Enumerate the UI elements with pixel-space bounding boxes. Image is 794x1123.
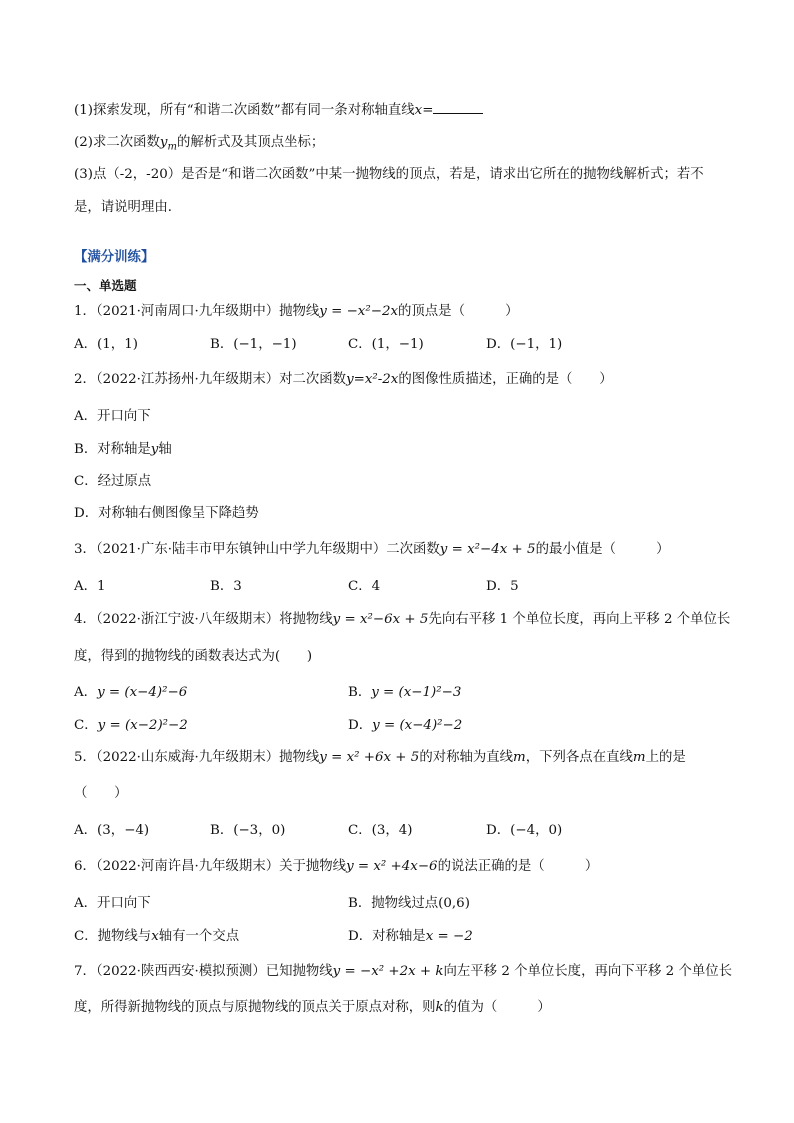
q1-stem-end: 的顶点是（ ） bbox=[398, 304, 519, 319]
q6-math: y = x² +4x−6 bbox=[346, 859, 438, 874]
q7-line2-a: 度，所得新抛物线的顶点与原抛物线的顶点关于原点对称，则 bbox=[74, 1000, 436, 1015]
question-3 bbox=[74, 540, 734, 560]
q4-stem-line2: 度，得到的抛物线的函数表达式为( ) bbox=[74, 649, 313, 664]
question-2 bbox=[74, 370, 734, 390]
q5-stem-c: ，下列各点在直线 bbox=[525, 750, 633, 765]
q3-option-d[interactable]: D．5 bbox=[486, 579, 519, 594]
intro-q2-var: y bbox=[159, 135, 168, 150]
intro-q3-line2: 是，请说明理由． bbox=[74, 200, 182, 215]
q7-math: y = −x² +2x + k bbox=[332, 964, 444, 979]
q7-stem-end: 向左平移 2 个单位长度，再向下平移 2 个单位长 bbox=[443, 964, 733, 979]
q4-option-b[interactable] bbox=[348, 683, 461, 703]
q4-option-c-math: y = (x−2)²−2 bbox=[97, 718, 188, 733]
intro-q2 bbox=[74, 133, 734, 158]
q7-stem-line2 bbox=[74, 998, 734, 1018]
question-1 bbox=[74, 302, 734, 322]
intro-q1 bbox=[74, 101, 734, 121]
q3-option-a[interactable]: A．1 bbox=[74, 579, 106, 594]
intro-q2-text-b: 的解析式及其顶点坐标； bbox=[176, 135, 325, 150]
q2-option-d[interactable]: D．对称轴右侧图像呈下降趋势 bbox=[74, 506, 259, 521]
intro-q2-sub: m bbox=[167, 141, 177, 153]
q6-option-c-tail: 轴有一个交点 bbox=[158, 929, 240, 944]
q1-option-a[interactable]: A．(1，1) bbox=[74, 337, 138, 352]
q5-stem-b: 的对称轴为直线 bbox=[419, 750, 514, 765]
question-4 bbox=[74, 610, 734, 630]
q4-option-a[interactable] bbox=[74, 683, 187, 703]
q4-option-c-label: C． bbox=[74, 718, 98, 733]
q4-option-a-label: A． bbox=[74, 685, 98, 700]
intro-q1-var: x= bbox=[414, 103, 434, 118]
q4-stem: 4．（2022·浙江宁波·八年级期末）将抛物线 bbox=[74, 612, 333, 627]
q1-stem: 1．（2021·河南周口·九年级期中）抛物线 bbox=[74, 304, 320, 319]
q6-option-c[interactable] bbox=[74, 927, 239, 947]
q6-option-d-math: x = −2 bbox=[425, 929, 473, 944]
q3-math: y = x²−4x + 5 bbox=[439, 542, 536, 557]
q2-option-b[interactable] bbox=[74, 440, 734, 460]
answer-blank[interactable] bbox=[433, 101, 483, 114]
q2-stem-end: 的图像性质描述，正确的是（ ） bbox=[398, 372, 613, 387]
q3-stem: 3．（2021·广东·陆丰市甲东镇钟山中学九年级期中）二次函数 bbox=[74, 542, 440, 557]
q5-math: y = x² +6x + 5 bbox=[319, 750, 420, 765]
q6-stem-end: 的说法正确的是（ ） bbox=[437, 859, 599, 874]
q4-option-d-label: D． bbox=[348, 718, 373, 733]
intro-q3-line1: (3)点（-2，-20）是否是“和谐二次函数”中某一抛物线的顶点，若是，请求出它所在的抛物线解析式；若不 bbox=[74, 167, 704, 182]
q6-option-b[interactable]: B．抛物线过点(0,6) bbox=[348, 896, 470, 911]
q5-stem: 5．（2022·山东威海·九年级期末）抛物线 bbox=[74, 750, 320, 765]
q2-option-a[interactable]: A．开口向下 bbox=[74, 409, 151, 424]
q4-option-b-math: y = (x−1)²−3 bbox=[371, 685, 462, 700]
q5-stem-d: 上的是 bbox=[645, 750, 686, 765]
q5-option-d[interactable]: D．(−4，0) bbox=[486, 823, 563, 838]
q3-option-b[interactable]: B．3 bbox=[210, 579, 242, 594]
q1-option-d[interactable]: D．(−1，1) bbox=[486, 337, 563, 352]
q1-option-b[interactable]: B．(−1，−1) bbox=[210, 337, 297, 352]
q6-option-c-var: x bbox=[151, 929, 159, 944]
q2-math: y=x²-2x bbox=[346, 372, 399, 387]
q5-var-m2: m bbox=[632, 750, 646, 765]
q4-math: y = x²−6x + 5 bbox=[332, 612, 429, 627]
q5-option-a[interactable]: A．(3，−4) bbox=[74, 823, 150, 838]
q3-option-c[interactable]: C．4 bbox=[348, 579, 381, 594]
question-7 bbox=[74, 962, 734, 982]
q5-option-c[interactable]: C．(3，4) bbox=[348, 823, 413, 838]
q4-option-c[interactable] bbox=[74, 716, 188, 736]
q6-stem: 6．（2022·河南许昌·九年级期末）关于抛物线 bbox=[74, 859, 347, 874]
q5-stem-line2: （ ） bbox=[74, 786, 128, 801]
q4-option-d[interactable] bbox=[348, 716, 462, 736]
section-title: 【满分训练】 bbox=[74, 250, 155, 265]
q4-option-d-math: y = (x−4)²−2 bbox=[372, 718, 463, 733]
q7-stem: 7．（2022·陕西西安·模拟预测）已知抛物线 bbox=[74, 964, 333, 979]
q1-option-c[interactable]: C．(1，−1) bbox=[348, 337, 424, 352]
intro-q1-text: (1)探索发现，所有“和谐二次函数”都有同一条对称轴直线 bbox=[74, 103, 415, 118]
q5-option-b[interactable]: B．(−3，0) bbox=[210, 823, 286, 838]
question-6 bbox=[74, 857, 734, 877]
q2-option-b-tail: 轴 bbox=[158, 442, 172, 457]
q2-option-b-text: B．对称轴是 bbox=[74, 442, 151, 457]
q4-stem-end: 先向右平移 1 个单位长度，再向上平移 2 个单位长 bbox=[428, 612, 731, 627]
q6-option-a[interactable]: A．开口向下 bbox=[74, 896, 151, 911]
q6-option-c-label: C．抛物线与 bbox=[74, 929, 152, 944]
q4-option-a-math: y = (x−4)²−6 bbox=[97, 685, 188, 700]
q2-option-c[interactable]: C．经过原点 bbox=[74, 474, 152, 489]
q6-option-d[interactable] bbox=[348, 927, 473, 947]
q7-var-k: k bbox=[435, 1000, 444, 1015]
question-5 bbox=[74, 748, 734, 768]
q7-line2-b: 的值为（ ） bbox=[443, 1000, 551, 1015]
section-subtitle: 一、单选题 bbox=[74, 278, 137, 293]
q4-option-b-label: B． bbox=[348, 685, 372, 700]
q1-math: y = −x²−2x bbox=[319, 304, 399, 319]
q6-option-d-label: D．对称轴是 bbox=[348, 929, 426, 944]
q3-stem-end: 的最小值是（ ） bbox=[535, 542, 670, 557]
q5-var-m: m bbox=[513, 750, 526, 765]
intro-q2-text-a: (2)求二次函数 bbox=[74, 135, 160, 150]
q2-stem: 2．（2022·江苏扬州·九年级期末）对二次函数 bbox=[74, 372, 347, 387]
q2-option-b-var: y bbox=[150, 442, 159, 457]
